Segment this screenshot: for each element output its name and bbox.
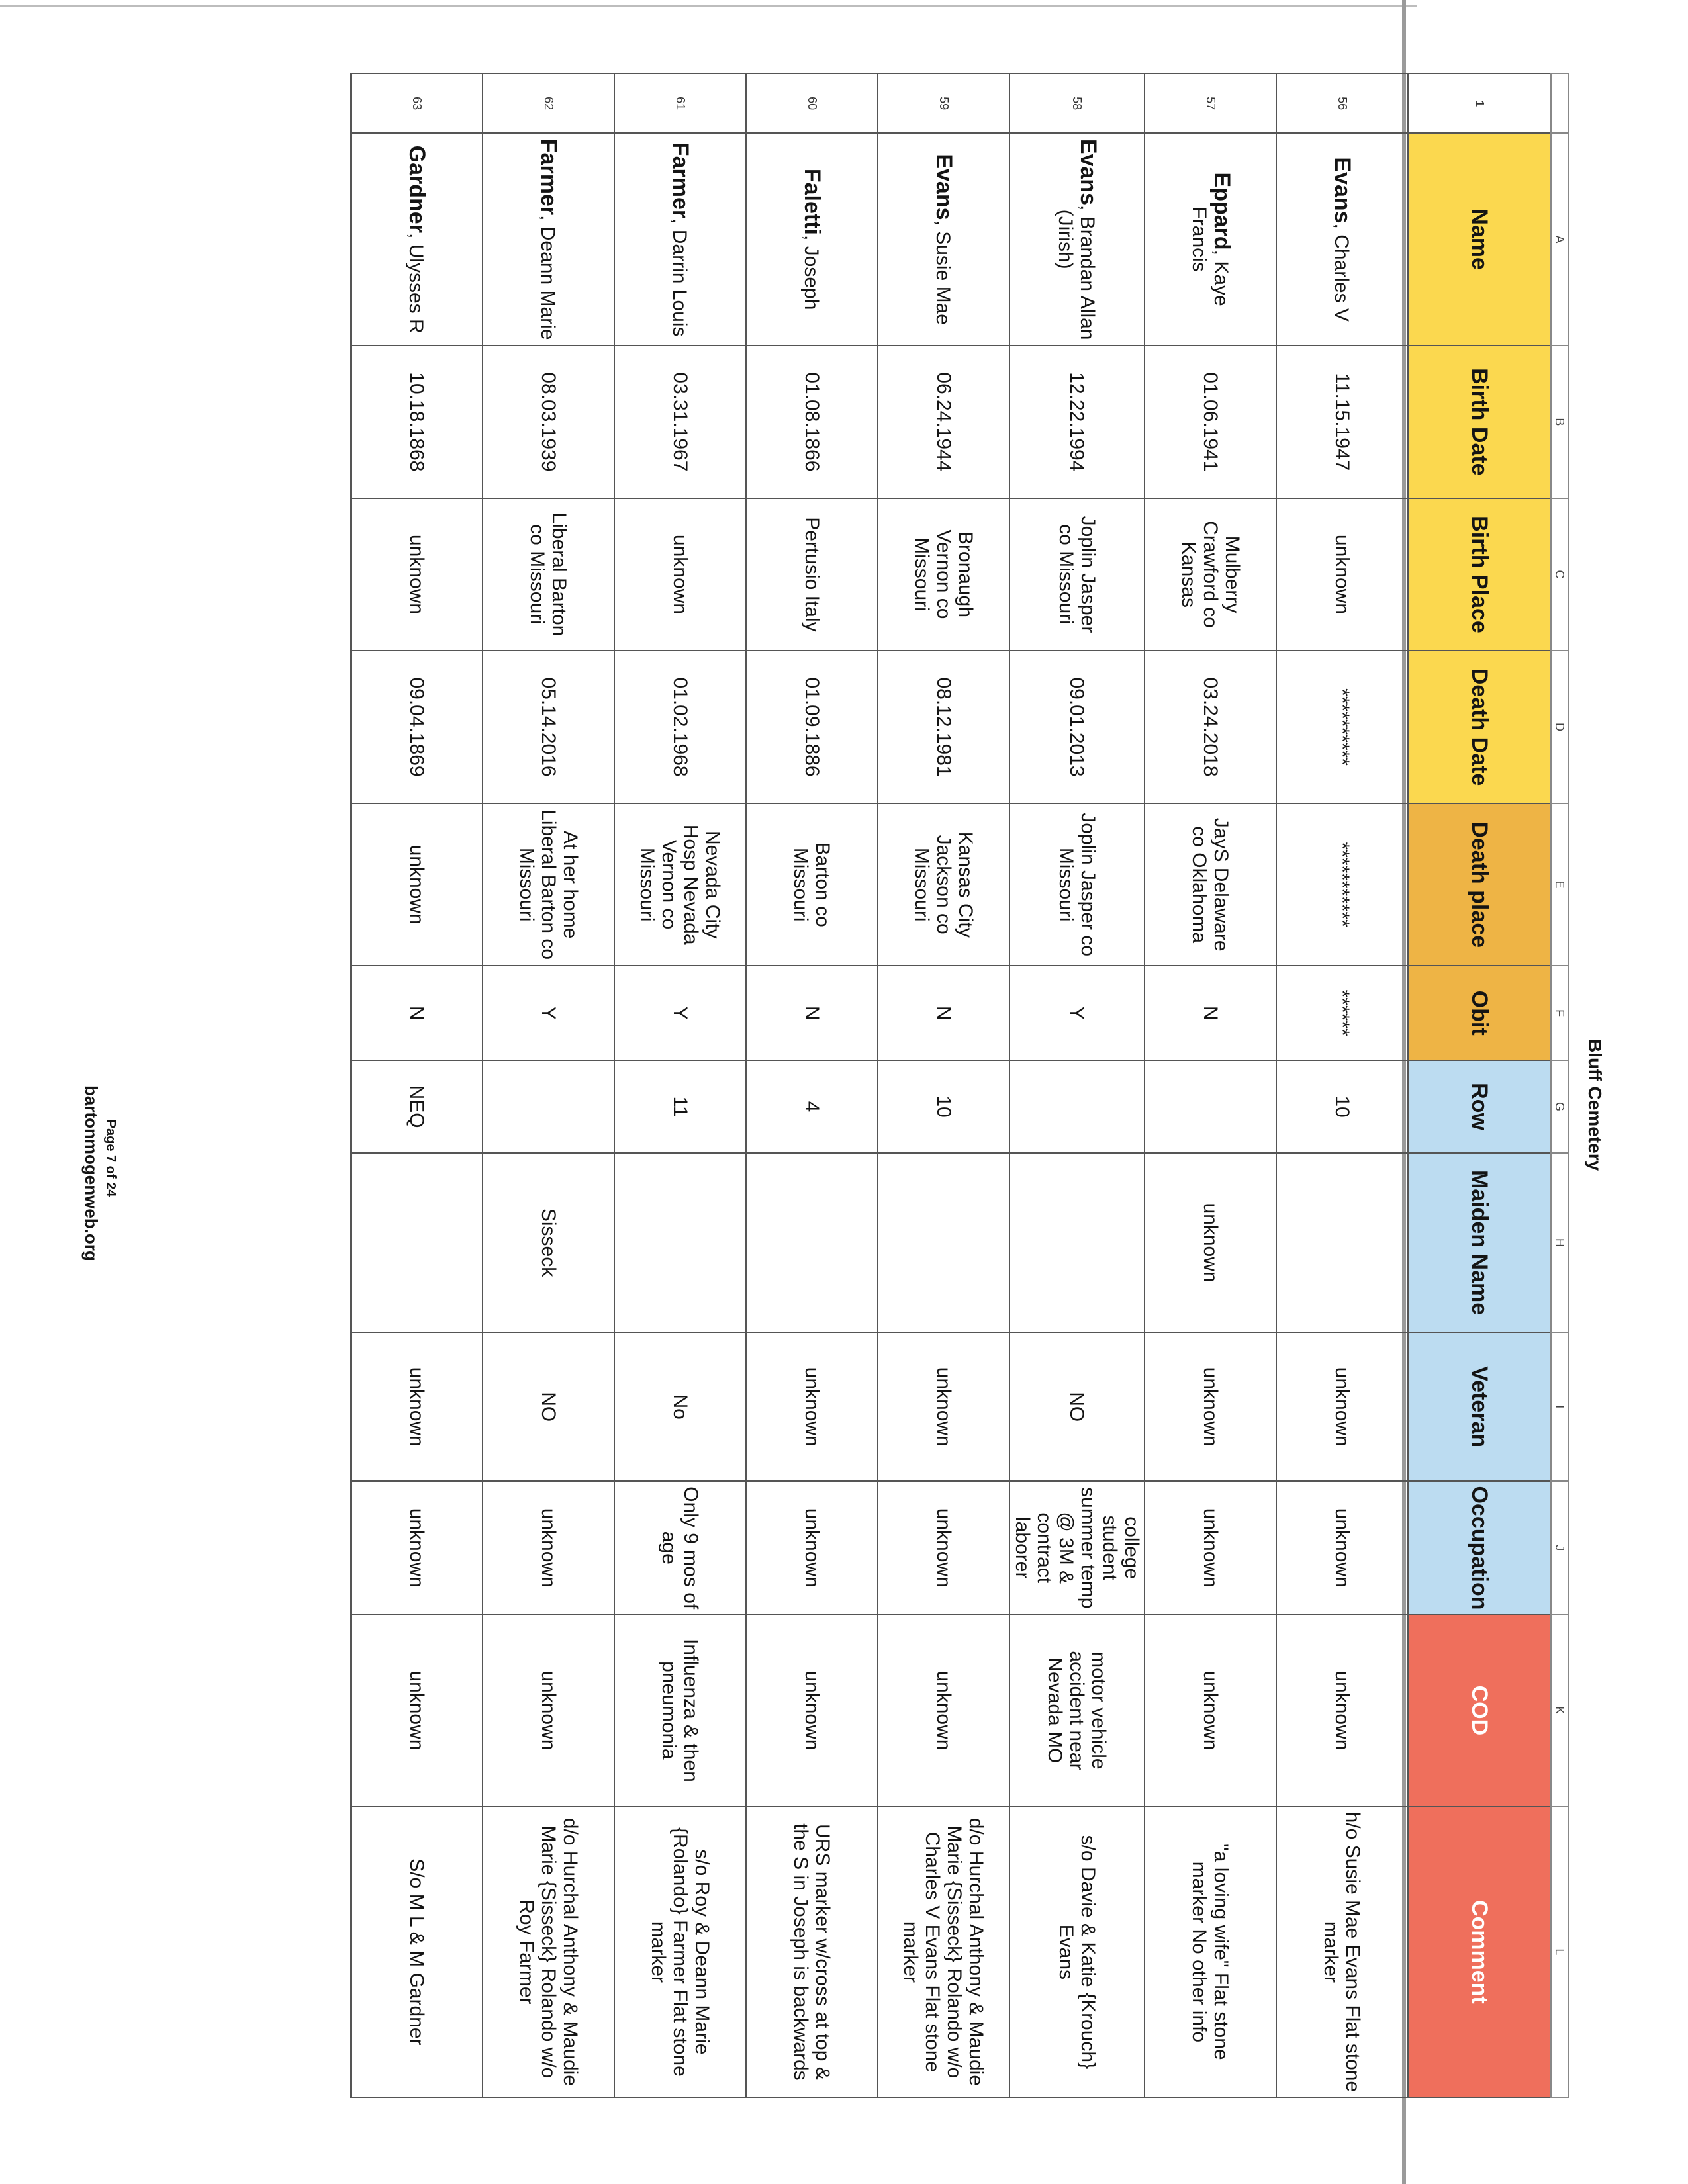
name-cell xyxy=(351,133,483,345)
veteran-cell: NO xyxy=(1009,1332,1145,1482)
veteran-cell: unknown xyxy=(1276,1332,1408,1482)
table-row xyxy=(1145,73,1276,2097)
row-index: 63 xyxy=(351,73,483,133)
comment-cell: "a loving wife" Flat stone marker No other info xyxy=(1145,1807,1276,2097)
column-letter: B xyxy=(1551,345,1568,498)
comment-cell: s/o Roy & Deann Marie {Rolando} Farmer Flat stone marker xyxy=(614,1807,746,2097)
row-number-cell-cell xyxy=(1145,1060,1276,1153)
veteran-cell: unknown xyxy=(878,1332,1009,1482)
row-number-cell-cell: 4 xyxy=(746,1060,878,1153)
cod-cell: motor vehicle accident near Nevada MO xyxy=(1009,1614,1145,1807)
birth-date-cell: 06.24.1944 xyxy=(878,345,1009,498)
row-index: 58 xyxy=(1009,73,1145,133)
maiden-name-cell xyxy=(1276,1153,1408,1332)
name-separator: , xyxy=(1331,223,1353,235)
column-letter: E xyxy=(1551,803,1568,966)
name-separator: , xyxy=(800,235,823,246)
maiden-name-cell: unknown xyxy=(1145,1153,1276,1332)
death-place-cell: unknown xyxy=(351,803,483,966)
header-occupation: Occupation xyxy=(1408,1481,1551,1614)
name-separator: , xyxy=(1076,205,1099,216)
cod-cell: unknown xyxy=(351,1614,483,1807)
footer-text xyxy=(81,1085,119,1261)
maiden-name-cell: Sisseck xyxy=(483,1153,614,1332)
column-letter: C xyxy=(1551,498,1568,651)
given-name: Deann Marie xyxy=(537,226,559,340)
occupation-cell: college student summer temp @ 3M & contract laborer xyxy=(1009,1481,1145,1614)
birth-place-cell: Liberal Barton co Missouri xyxy=(483,498,614,651)
surname: Evans xyxy=(1330,157,1356,224)
name-cell xyxy=(1276,133,1408,345)
header-obit: Obit xyxy=(1408,966,1551,1060)
page-title-wrap xyxy=(1579,1039,1605,1171)
row-index: 56 xyxy=(1276,73,1408,133)
death-place-cell: JayS Delaware co Oklahoma xyxy=(1145,803,1276,966)
obit-cell: Y xyxy=(614,966,746,1060)
comment-cell: S/o M L & M Gardner xyxy=(351,1807,483,2097)
veteran-cell: unknown xyxy=(746,1332,878,1482)
header-death-date: Death Date xyxy=(1408,651,1551,803)
corner-cell xyxy=(1551,73,1568,133)
table-row xyxy=(1276,73,1408,2097)
death-place-cell: Barton co Missouri xyxy=(746,803,878,966)
spreadsheet-page xyxy=(165,73,1569,2098)
table-row xyxy=(878,73,1009,2097)
veteran-cell: unknown xyxy=(351,1332,483,1482)
death-place-cell: *********** xyxy=(1276,803,1408,966)
occupation-cell: unknown xyxy=(1276,1481,1408,1614)
given-name: Kaye Francis xyxy=(1188,206,1232,306)
birth-date-cell: 12.22.1994 xyxy=(1009,345,1145,498)
table-body xyxy=(351,73,1408,2097)
surname: Eppard xyxy=(1209,172,1235,250)
cod-cell: unknown xyxy=(483,1614,614,1807)
birth-date-cell: 08.03.1939 xyxy=(483,345,614,498)
column-letter: G xyxy=(1551,1060,1568,1153)
given-name: Ulysses R xyxy=(405,244,428,334)
surname: Evans xyxy=(931,154,957,220)
row-index: 62 xyxy=(483,73,614,133)
column-letter: I xyxy=(1551,1332,1568,1482)
page-title: Bluff Cemetery xyxy=(1585,1039,1605,1171)
maiden-name-cell xyxy=(351,1153,483,1332)
row-index: 57 xyxy=(1145,73,1276,133)
header-comment: Comment xyxy=(1408,1807,1551,2097)
given-name: Brandan Allan (Jirish) xyxy=(1055,209,1099,340)
death-place-cell: At her home Liberal Barton co Missouri xyxy=(483,803,614,966)
cod-cell: unknown xyxy=(1276,1614,1408,1807)
death-date-cell: 01.09.1886 xyxy=(746,651,878,803)
name-separator: , xyxy=(669,218,691,230)
column-letter-row xyxy=(1551,73,1568,2097)
column-letter: L xyxy=(1551,1807,1568,2097)
given-name: Joseph xyxy=(800,246,823,310)
obit-cell: N xyxy=(878,966,1009,1060)
surname: Faletti xyxy=(800,168,825,235)
maiden-name-cell xyxy=(878,1153,1009,1332)
cod-cell: Influenza & then pneumonia xyxy=(614,1614,746,1807)
obit-cell: ****** xyxy=(1276,966,1408,1060)
birth-place-cell: unknown xyxy=(614,498,746,651)
death-date-cell: 01.02.1968 xyxy=(614,651,746,803)
name-cell xyxy=(878,133,1009,345)
name-separator: , xyxy=(405,232,428,244)
header-death-place: Death place xyxy=(1408,803,1551,966)
obit-cell: Y xyxy=(1009,966,1145,1060)
table-row xyxy=(351,73,483,2097)
header-row xyxy=(1408,73,1551,2097)
surname: Farmer xyxy=(668,142,694,219)
column-letter: K xyxy=(1551,1614,1568,1807)
death-date-cell: 09.01.2013 xyxy=(1009,651,1145,803)
cemetery-table xyxy=(350,73,1569,2098)
comment-cell: d/o Hurchal Anthony & Maudie Marie {Sisseck} Rolando w/o Charles V Evans Flat stone marker xyxy=(878,1807,1009,2097)
name-cell xyxy=(614,133,746,345)
obit-cell: N xyxy=(351,966,483,1060)
name-separator: , xyxy=(1210,250,1232,261)
header-name: Name xyxy=(1408,133,1551,345)
death-date-cell: ********** xyxy=(1276,651,1408,803)
row-index: 60 xyxy=(746,73,878,133)
column-letter: J xyxy=(1551,1481,1568,1614)
death-place-cell: Kansas City Jackson co Missouri xyxy=(878,803,1009,966)
table-row xyxy=(614,73,746,2097)
birth-date-cell: 01.08.1866 xyxy=(746,345,878,498)
comment-cell: d/o Hurchal Anthony & Maudie Marie {Sisseck} Rolando w/o Roy Farmer xyxy=(483,1807,614,2097)
death-place-cell: Joplin Jasper co Missouri xyxy=(1009,803,1145,966)
row-number-cell-cell: 10 xyxy=(878,1060,1009,1153)
comment-cell: h/o Susie Mae Evans Flat stone marker xyxy=(1276,1807,1408,2097)
name-cell xyxy=(1009,133,1145,345)
birth-place-cell: Mulberry Crawford co Kansas xyxy=(1145,498,1276,651)
table-row xyxy=(483,73,614,2097)
column-letter: H xyxy=(1551,1153,1568,1332)
table-row xyxy=(746,73,878,2097)
row-number-cell-cell xyxy=(1009,1060,1145,1153)
surname: Evans xyxy=(1076,138,1102,205)
birth-place-cell: Pertusio Italy xyxy=(746,498,878,651)
row-number-cell-cell: 11 xyxy=(614,1060,746,1153)
cod-cell: unknown xyxy=(746,1614,878,1807)
maiden-name-cell xyxy=(1009,1153,1145,1332)
row-index: 59 xyxy=(878,73,1009,133)
birth-date-cell: 03.31.1967 xyxy=(614,345,746,498)
row-index: 61 xyxy=(614,73,746,133)
given-name: Charles V xyxy=(1331,234,1353,322)
column-letter: F xyxy=(1551,966,1568,1060)
surname: Gardner xyxy=(404,145,430,233)
occupation-cell: unknown xyxy=(483,1481,614,1614)
name-separator: , xyxy=(932,220,955,232)
birth-place-cell: unknown xyxy=(351,498,483,651)
row-number: 1 xyxy=(1408,73,1551,133)
column-letter: A xyxy=(1551,133,1568,345)
name-separator: , xyxy=(537,215,559,226)
row-number-cell-cell: NEQ xyxy=(351,1060,483,1153)
occupation-cell: unknown xyxy=(1145,1481,1276,1614)
death-place-cell: Nevada City Hosp Nevada Vernon co Missouri xyxy=(614,803,746,966)
name-cell xyxy=(746,133,878,345)
death-date-cell: 09.04.1869 xyxy=(351,651,483,803)
name-cell xyxy=(483,133,614,345)
death-date-cell: 03.24.2018 xyxy=(1145,651,1276,803)
given-name: Susie Mae xyxy=(932,231,955,325)
maiden-name-cell xyxy=(746,1153,878,1332)
column-letter: D xyxy=(1551,651,1568,803)
occupation-cell: unknown xyxy=(351,1481,483,1614)
obit-cell: Y xyxy=(483,966,614,1060)
death-date-cell: 05.14.2016 xyxy=(483,651,614,803)
birth-place-cell: Bronaugh Vernon co Missouri xyxy=(878,498,1009,651)
comment-cell: URS marker w/cross at top & the S in Joseph is backwards xyxy=(746,1807,878,2097)
cod-cell: unknown xyxy=(1145,1614,1276,1807)
veteran-cell: unknown xyxy=(1145,1332,1276,1482)
veteran-cell: No xyxy=(614,1332,746,1482)
header-row-col: Row xyxy=(1408,1060,1551,1153)
header-maiden-name: Maiden Name xyxy=(1408,1153,1551,1332)
table-row xyxy=(1009,73,1145,2097)
birth-place-cell: unknown xyxy=(1276,498,1408,651)
maiden-name-cell xyxy=(614,1153,746,1332)
birth-date-cell: 01.06.1941 xyxy=(1145,345,1276,498)
footer-site: bartonmogenweb.org xyxy=(81,1085,101,1261)
comment-cell: s/o Davie & Katie {Krouch} Evans xyxy=(1009,1807,1145,2097)
occupation-cell: unknown xyxy=(746,1481,878,1614)
given-name: Darrin Louis xyxy=(669,229,691,337)
row-number-cell-cell xyxy=(483,1060,614,1153)
header-cod: COD xyxy=(1408,1614,1551,1807)
birth-date-cell: 10.18.1868 xyxy=(351,345,483,498)
veteran-cell: NO xyxy=(483,1332,614,1482)
scan-edge-top xyxy=(0,5,1417,7)
surname: Farmer xyxy=(536,138,562,216)
birth-place-cell: Joplin Jasper co Missouri xyxy=(1009,498,1145,651)
header-birth-date: Birth Date xyxy=(1408,345,1551,498)
occupation-cell: Only 9 mos of age xyxy=(614,1481,746,1614)
obit-cell: N xyxy=(1145,966,1276,1060)
birth-date-cell: 11.15.1947 xyxy=(1276,345,1408,498)
occupation-cell: unknown xyxy=(878,1481,1009,1614)
page-footer xyxy=(60,1085,119,1261)
page-number: Page 7 of 24 xyxy=(103,1119,118,1197)
obit-cell: N xyxy=(746,966,878,1060)
header-veteran: Veteran xyxy=(1408,1332,1551,1482)
cod-cell: unknown xyxy=(878,1614,1009,1807)
name-cell xyxy=(1145,133,1276,345)
row-number-cell-cell: 10 xyxy=(1276,1060,1408,1153)
header-birth-place: Birth Place xyxy=(1408,498,1551,651)
death-date-cell: 08.12.1981 xyxy=(878,651,1009,803)
